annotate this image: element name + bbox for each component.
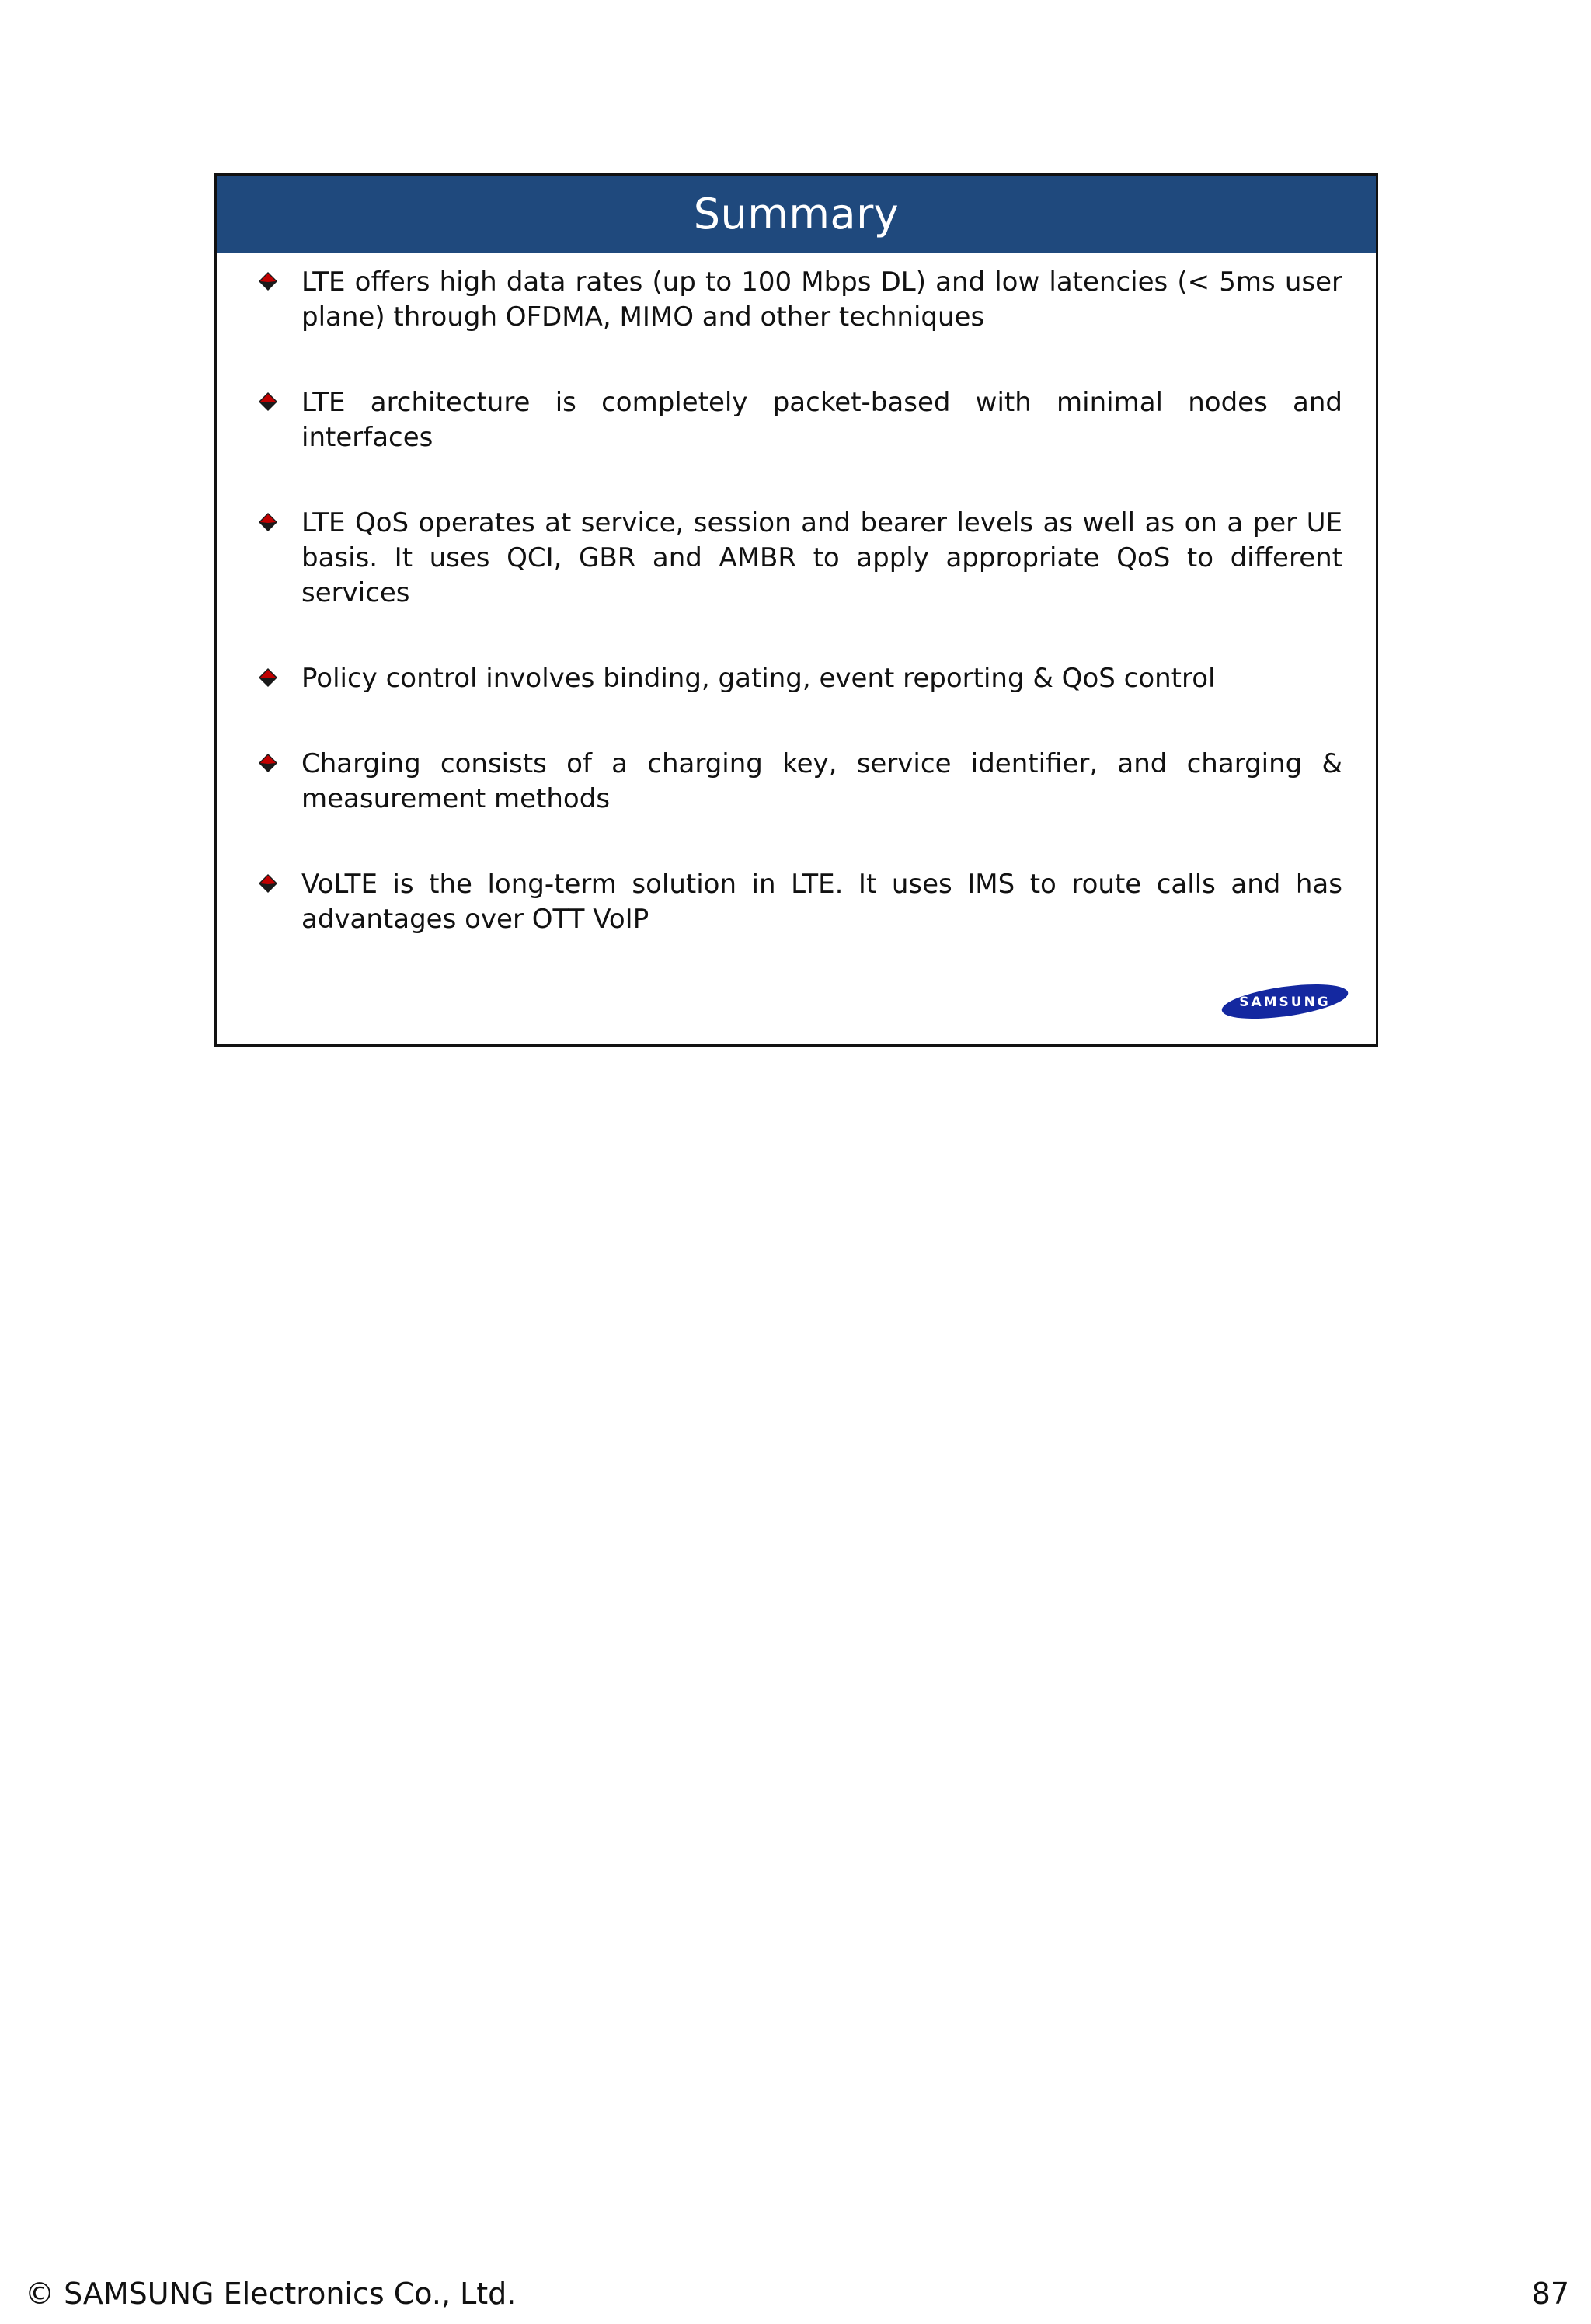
bullet-item	[255, 385, 1342, 455]
red-diamond-icon	[258, 873, 278, 894]
bullet-text: LTE architecture is completely packet-based with minimal nodes and interfaces	[301, 387, 1342, 453]
page-number: 87	[1531, 2277, 1569, 2311]
red-diamond-icon	[258, 753, 278, 773]
bullet-item	[255, 747, 1342, 817]
slide-title: Summary	[693, 189, 900, 239]
red-diamond-icon	[258, 392, 278, 412]
bullet-item	[255, 661, 1342, 696]
slide-frame	[214, 173, 1378, 1047]
bullet-text: VoLTE is the long-term solution in LTE. It uses IMS to route calls and has advantages over OTT VoIP	[301, 869, 1342, 935]
samsung-logo-text: SAMSUNG	[1239, 995, 1331, 1010]
bullet-text: LTE QoS operates at service, session and bearer levels as well as on a per UE basis. It uses QCI, GBR and AMBR to apply appropriate QoS to different services	[301, 507, 1342, 608]
samsung-logo	[1220, 982, 1350, 1021]
bullet-item	[255, 867, 1342, 937]
red-diamond-icon	[258, 667, 278, 688]
bullet-text: Policy control involves binding, gating, event reporting & QoS control	[301, 663, 1216, 694]
red-diamond-icon	[258, 271, 278, 291]
bullet-item	[255, 265, 1342, 335]
footer-copyright: © SAMSUNG Electronics Co., Ltd.	[25, 2277, 517, 2311]
red-diamond-icon	[258, 512, 278, 532]
slide-header	[217, 176, 1376, 253]
bullet-text: Charging consists of a charging key, service identifier, and charging & measurement methods	[301, 748, 1342, 814]
bullet-text: LTE offers high data rates (up to 100 Mbps DL) and low latencies (< 5ms user plane) through OFDMA, MIMO and other techniques	[301, 267, 1342, 333]
bullet-list	[255, 265, 1342, 937]
bullet-item	[255, 506, 1342, 611]
